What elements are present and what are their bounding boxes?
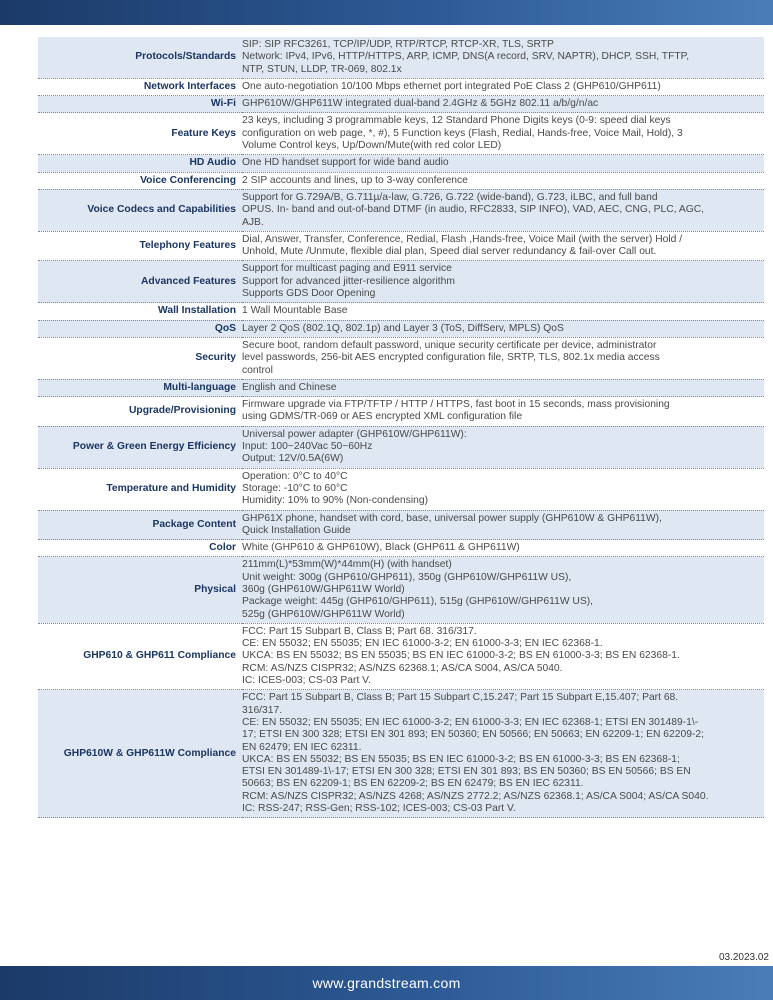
spec-value: [242, 113, 764, 155]
spec-row: [38, 540, 764, 557]
spec-label: Multi-language: [38, 379, 242, 396]
spec-value-line: 211mm(L)*53mm(W)*44mm(H) (with handset): [242, 559, 452, 571]
spec-value-line: Operation: 0°C to 40°C: [242, 470, 348, 482]
spec-value: [242, 557, 764, 623]
spec-value-line: UKCA: BS EN 55032; BS EN 55035; BS EN IEC 61000-3-2; BS EN 61000-3-3; BS EN 62368-1;: [242, 753, 680, 765]
spec-value-line: Volume Control keys, Up/Down/Mute(with red color LED): [242, 140, 502, 152]
spec-row: [38, 113, 764, 155]
spec-value-line: Support for advanced jitter-resilience algorithm: [242, 275, 455, 287]
spec-value-line: Dial, Answer, Transfer, Conference, Redial, Flash ,Hands-free, Voice Mail (with the server) Hold /: [242, 233, 683, 245]
spec-label: Voice Conferencing: [38, 172, 242, 189]
footer-url[interactable]: www.grandstream.com: [312, 975, 461, 991]
spec-value-line: RCM: AS/NZS CISPR32; AS/NZS 4268; AS/NZS 2772.2; AS/NZS 62368.1; AS/CA S004; AS/CA S040.: [242, 790, 709, 802]
spec-label: Wi-Fi: [38, 96, 242, 113]
spec-label: Wall Installation: [38, 303, 242, 320]
date-code: 03.2023.02: [718, 952, 769, 963]
spec-row: [38, 261, 764, 303]
spec-value-line: 50663; BS EN 62209-1; BS EN 62209-2; BS EN 62479; BS EN IEC 62311.: [242, 778, 584, 790]
spec-value-line: FCC: Part 15 Subpart B, Class B; Part 15 Subpart C,15.247; Part 15 Subpart E,15.407; Part 68.: [242, 692, 679, 704]
spec-row: [38, 155, 764, 172]
spec-label: Physical: [38, 557, 242, 623]
spec-row: [38, 37, 764, 78]
spec-value-line: using GDMS/TR-069 or AES encrypted XML configuration file: [242, 411, 523, 423]
spec-value-line: Universal power adapter (GHP610W/GHP611W):: [242, 428, 467, 440]
spec-row: [38, 337, 764, 379]
spec-label: Protocols/Standards: [38, 37, 242, 78]
spec-value: [242, 303, 764, 320]
spec-value-line: Firmware upgrade via FTP/TFTP / HTTP / HTTPS, fast boot in 15 seconds, mass provisioning: [242, 399, 670, 411]
footer-bar: [0, 966, 773, 1000]
spec-value-line: CE: EN 55032; EN 55035; EN IEC 61000-3-2; EN 61000-3-3; EN IEC 62368-1.: [242, 638, 603, 650]
spec-value-line: 360g (GHP610W/GHP611W World): [242, 583, 405, 595]
spec-value-line: White (GHP610 & GHP610W), Black (GHP611 & GHP611W): [242, 542, 520, 554]
spec-value: [242, 78, 764, 95]
spec-value: [242, 337, 764, 379]
spec-label: Telephony Features: [38, 231, 242, 261]
spec-row: [38, 189, 764, 231]
spec-row: [38, 690, 764, 818]
spec-value-line: IC: ICES-003; CS-03 Part V.: [242, 675, 371, 687]
spec-row: [38, 468, 764, 510]
spec-value-line: control: [242, 364, 273, 376]
spec-value-line: UKCA: BS EN 55032; BS EN 55035; BS EN IEC 61000-3-2; BS EN 61000-3-3; BS EN 62368-1.: [242, 650, 680, 662]
spec-value-line: level passwords, 256-bit AES encrypted configuration file, SRTP, TLS, 802.1x media access: [242, 352, 660, 364]
spec-label: QoS: [38, 320, 242, 337]
spec-value-line: English and Chinese: [242, 381, 337, 393]
spec-row: [38, 510, 764, 540]
spec-row: [38, 172, 764, 189]
spec-value: [242, 690, 764, 818]
spec-label: Feature Keys: [38, 113, 242, 155]
spec-value-line: Support for multicast paging and E911 service: [242, 263, 452, 275]
spec-label: Network Interfaces: [38, 78, 242, 95]
spec-label: GHP610 & GHP611 Compliance: [38, 623, 242, 689]
spec-value-line: Quick Installation Guide: [242, 524, 351, 536]
spec-value-line: 2 SIP accounts and lines, up to 3-way conference: [242, 174, 468, 186]
spec-label: Color: [38, 540, 242, 557]
spec-label: Security: [38, 337, 242, 379]
spec-value-line: RCM: AS/NZS CISPR32; AS/NZS 62368.1; AS/CA S004, AS/CA 5040.: [242, 662, 563, 674]
spec-value: [242, 261, 764, 303]
spec-value-line: configuration on web page, *, #), 5 Function keys (Flash, Redial, Hands-free, Voice Mail, Hold), 3: [242, 127, 683, 139]
spec-value-line: NTP, STUN, LLDP, TR-069, 802.1x: [242, 63, 402, 75]
spec-value-line: Input: 100~240Vac 50~60Hz: [242, 441, 373, 453]
spec-label: Temperature and Humidity: [38, 468, 242, 510]
spec-row: [38, 397, 764, 427]
spec-value-line: Secure boot, random default password, unique security certificate per device, administrator: [242, 339, 657, 351]
spec-value-line: FCC: Part 15 Subpart B, Class B; Part 68. 316/317.: [242, 625, 477, 637]
top-banner: [0, 0, 773, 25]
spec-value-line: One HD handset support for wide band audio: [242, 157, 449, 169]
spec-label: GHP610W & GHP611W Compliance: [38, 690, 242, 818]
spec-value-line: ETSI EN 301489-1\-17; ETSI EN 300 328; ETSI EN 301 893; BS EN 50360; BS EN 50566; BS EN: [242, 766, 691, 778]
spec-value-line: 525g (GHP610W/GHP611W World): [242, 608, 405, 620]
spec-value-line: Package weight: 445g (GHP610/GHP611), 515g (GHP610W/GHP611W US),: [242, 596, 594, 608]
spec-value-line: CE: EN 55032; EN 55035; EN IEC 61000-3-2; EN 61000-3-3; EN IEC 62368-1; ETSI EN 301489-1\-: [242, 716, 699, 728]
spec-row: [38, 78, 764, 95]
spec-value-line: Output: 12V/0.5A(6W): [242, 453, 344, 465]
spec-value: [242, 96, 764, 113]
spec-value: [242, 468, 764, 510]
spec-row: [38, 623, 764, 689]
spec-value-line: Support for G.729A/B, G.711µ/a-law, G.726, G.722 (wide-band), G.723, iLBC, and full band: [242, 191, 658, 203]
spec-row: [38, 320, 764, 337]
spec-value-line: EN 62479; EN IEC 62311.: [242, 741, 362, 753]
spec-label: Power & Green Energy Efficiency: [38, 426, 242, 468]
spec-value: [242, 426, 764, 468]
spec-row: [38, 303, 764, 320]
spec-value-line: GHP610W/GHP611W integrated dual-band 2.4GHz & 5GHz 802.11 a/b/g/n/ac: [242, 98, 599, 110]
spec-value: [242, 540, 764, 557]
spec-value: [242, 172, 764, 189]
spec-value-line: OPUS. In- band and out-of-band DTMF (in audio, RFC2833, SIP INFO), VAD, AEC, CNG, PLC, AGC,: [242, 204, 705, 216]
spec-value: [242, 623, 764, 689]
spec-row: [38, 96, 764, 113]
spec-value-line: Unhold, Mute /Unmute, flexible dial plan, Speed dial server redundancy & fail-over Call out.: [242, 246, 657, 258]
spec-label: Upgrade/Provisioning: [38, 397, 242, 427]
spec-value-line: One auto-negotiation 10/100 Mbps ethernet port integrated PoE Class 2 (GHP610/GHP611): [242, 80, 661, 92]
spec-value-line: Humidity: 10% to 90% (Non-condensing): [242, 495, 429, 507]
spec-label: Package Content: [38, 510, 242, 540]
spec-row: [38, 231, 764, 261]
spec-value-line: IC: RSS-247; RSS-Gen; RSS-102; ICES-003; CS-03 Part V.: [242, 803, 516, 815]
spec-value: [242, 37, 764, 78]
spec-value-line: AJB.: [242, 216, 264, 228]
spec-value-line: 316/317.: [242, 704, 283, 716]
spec-value: [242, 379, 764, 396]
spec-value-line: Storage: -10°C to 60°C: [242, 482, 348, 494]
spec-label: Voice Codecs and Capabilities: [38, 189, 242, 231]
spec-value: [242, 231, 764, 261]
spec-value: [242, 320, 764, 337]
spec-row: [38, 426, 764, 468]
spec-value-line: GHP61X phone, handset with cord, base, universal power supply (GHP610W & GHP611W),: [242, 512, 662, 524]
spec-value-line: 1 Wall Mountable Base: [242, 305, 348, 317]
spec-table: [38, 37, 764, 818]
spec-value-line: Supports GDS Door Opening: [242, 288, 376, 300]
spec-row: [38, 557, 764, 623]
spec-value: [242, 189, 764, 231]
spec-value: [242, 397, 764, 427]
spec-value-line: Network: IPv4, IPv6, HTTP/HTTPS, ARP, ICMP, DNS(A record, SRV, NAPTR), DHCP, SSH, TFTP,: [242, 51, 690, 63]
spec-row: [38, 379, 764, 396]
spec-value: [242, 510, 764, 540]
spec-value-line: 17; ETSI EN 300 328; ETSI EN 301 893; EN 50360; EN 50566; EN 50663; EN 62209-1; EN 62209-2;: [242, 729, 704, 741]
spec-value-line: SIP: SIP RFC3261, TCP/IP/UDP, RTP/RTCP, RTCP-XR, TLS, SRTP: [242, 39, 554, 50]
spec-label: Advanced Features: [38, 261, 242, 303]
spec-value-line: Layer 2 QoS (802.1Q, 802.1p) and Layer 3 (ToS, DiffServ, MPLS) QoS: [242, 322, 564, 334]
spec-label: HD Audio: [38, 155, 242, 172]
spec-value-line: Unit weight: 300g (GHP610/GHP611), 350g (GHP610W/GHP611W US),: [242, 571, 572, 583]
spec-value: [242, 155, 764, 172]
spec-value-line: 23 keys, including 3 programmable keys, 12 Standard Phone Digits keys (0-9: speed dial keys: [242, 115, 671, 127]
